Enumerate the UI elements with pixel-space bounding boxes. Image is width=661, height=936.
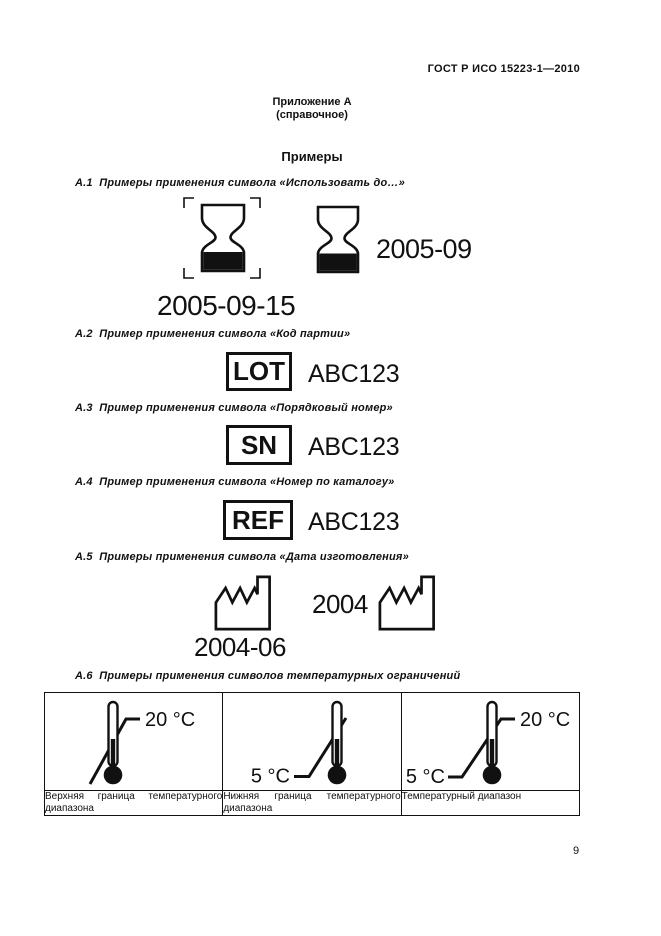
ref-value: ABC123 bbox=[308, 508, 400, 536]
upper-limit-symbol-cell bbox=[45, 693, 223, 791]
sn-value: ABC123 bbox=[308, 433, 400, 461]
hourglass-sand bbox=[203, 252, 242, 270]
use-by-date-short: 2005-09 bbox=[376, 234, 472, 264]
lot-value: ABC123 bbox=[308, 360, 400, 388]
lower-temp-label: 5 °C bbox=[405, 766, 445, 788]
lot-symbol bbox=[226, 352, 292, 391]
thermometer-range-icon bbox=[402, 693, 579, 790]
thermometer-bulb bbox=[328, 766, 347, 785]
manufacture-year-month: 2004-06 bbox=[194, 632, 286, 662]
thermometer-bulb bbox=[104, 766, 123, 785]
use-by-date-full: 2005-09-15 bbox=[157, 290, 296, 321]
heading-a6: А.6 Примеры применения символов температурных ограничений bbox=[75, 670, 461, 682]
thermometer-bulb bbox=[482, 766, 501, 785]
manufacture-year: 2004 bbox=[312, 589, 368, 619]
heading-a4: А.4 Пример применения символа «Номер по каталогу» bbox=[75, 476, 395, 488]
factory-outline bbox=[380, 577, 434, 629]
ref-symbol-label: REF bbox=[232, 504, 284, 535]
lot-symbol-label: LOT bbox=[233, 356, 285, 386]
lower-limit-symbol-cell bbox=[223, 693, 401, 791]
temperature-limits-table bbox=[44, 692, 580, 816]
thermometer-lower-limit-icon bbox=[223, 693, 401, 790]
heading-a3: А.3 Пример применения символа «Порядковый номер» bbox=[75, 402, 393, 414]
thermometer-mercury bbox=[111, 739, 115, 767]
table-row-symbols bbox=[45, 693, 580, 791]
hourglass-icon bbox=[316, 205, 360, 274]
section-title: Примеры bbox=[281, 149, 343, 164]
annex-subtitle: (справочное) bbox=[276, 109, 348, 121]
thermometer-upper-limit-icon bbox=[45, 693, 223, 790]
factory-outline bbox=[216, 577, 270, 629]
upper-temp-label: 20 °C bbox=[519, 709, 570, 731]
sn-symbol-label: SN bbox=[240, 429, 278, 460]
upper-temp-label: 20 °C bbox=[145, 709, 196, 731]
doc-reference: ГОСТ Р ИСО 15223-1—2010 bbox=[427, 63, 580, 75]
lower-limit-caption: Нижняя граница температурного диапазона bbox=[223, 791, 401, 814]
temp-range-caption: Температурный диапазон bbox=[401, 791, 579, 816]
annex-title: Приложение А bbox=[272, 96, 352, 108]
factory-icon bbox=[213, 574, 273, 631]
sn-symbol bbox=[226, 425, 292, 465]
table-row-captions bbox=[45, 791, 580, 816]
thermometer-mercury bbox=[489, 739, 493, 767]
temp-range-symbol-cell bbox=[401, 693, 579, 791]
upper-limit-caption: Верхняя граница температурного диапазона bbox=[45, 791, 223, 814]
factory-icon bbox=[377, 574, 437, 631]
hourglass-sand bbox=[319, 254, 357, 271]
annex-heading bbox=[44, 96, 580, 122]
limit-line bbox=[448, 719, 515, 777]
hourglass-framed-icon bbox=[183, 197, 261, 279]
heading-a5: А.5 Примеры применения символа «Дата изготовления» bbox=[75, 551, 409, 563]
heading-a1: А.1 Примеры применения символа «Использовать до…» bbox=[75, 177, 405, 189]
heading-a2: А.2 Пример применения символа «Код партии» bbox=[75, 328, 351, 340]
ref-symbol bbox=[223, 500, 293, 540]
page-number: 9 bbox=[573, 845, 580, 857]
thermometer-mercury bbox=[335, 739, 339, 767]
lower-temp-label: 5 °C bbox=[251, 765, 291, 788]
